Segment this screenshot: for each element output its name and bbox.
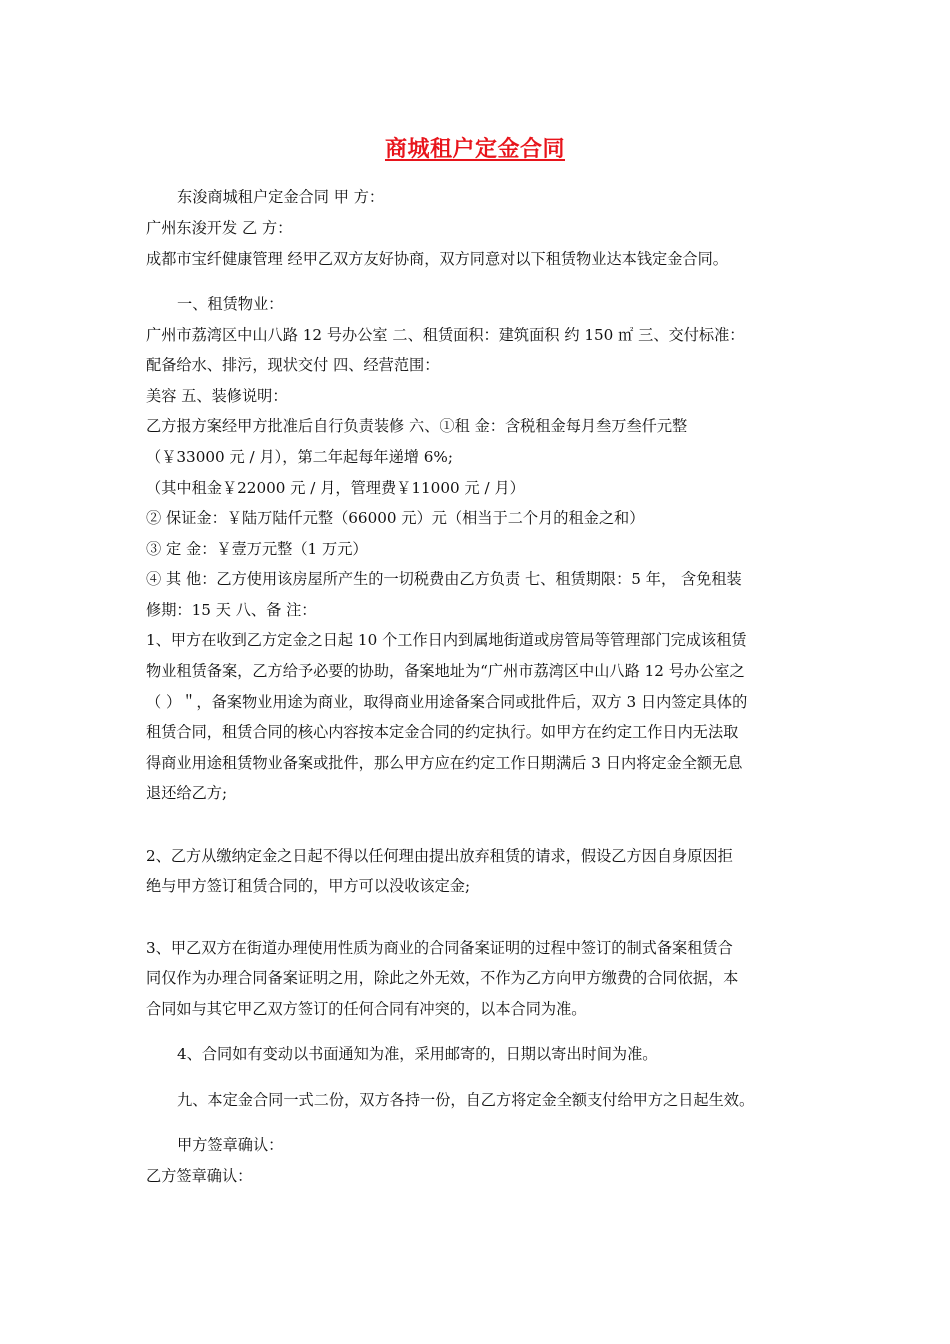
text-line: 广州市荔湾区中山八路 12 号办公室 二、租赁面积：建筑面积 约 150 ㎡ 三、交付标准： xyxy=(146,326,745,344)
text-line: 2、乙方从缴纳定金之日起不得以任何理由提出放弃租赁的请求，假设乙方因自身原因拒 xyxy=(146,847,733,865)
document-title: 商城租户定金合同 xyxy=(384,137,565,162)
text-line: 3、甲乙双方在街道办理使用性质为商业的合同备案证明的过程中签订的制式备案租赁合 xyxy=(146,939,733,957)
text-line: 得商业用途租赁物业备案或批件，那么甲方应在约定工作日期满后 3 日内将定金全额无息 xyxy=(146,754,743,772)
text-line: 租赁合同，租赁合同的核心内容按本定金合同的约定执行。如甲方在约定工作日内无法取 xyxy=(146,723,739,741)
text-line: 成都市宝纤健康管理 经甲乙双方友好协商，双方同意对以下租赁物业达本钱定金合同。 xyxy=(146,250,728,268)
text-line: （￥33000 元 / 月），第二年起每年递增 6%; xyxy=(146,448,453,466)
text-line: ③ 定 金：￥壹万元整（1 万元） xyxy=(146,540,368,558)
text-line: 乙方报方案经甲方批准后自行负责装修 六、①租 金：含税租金每月叁万叁仟元整 xyxy=(146,417,688,435)
text-line: 物业租赁备案，乙方给予必要的协助，备案地址为“广州市荔湾区中山八路 12 号办公室之 xyxy=(146,662,745,680)
text-line: ④ 其 他：乙方使用该房屋所产生的一切税费由乙方负责 七、租赁期限：5 年， 含免租装 xyxy=(146,570,742,588)
text-line: 修期：15 天 八、备 注： xyxy=(146,601,317,619)
text-line: 绝与甲方签订租赁合同的，甲方可以没收该定金; xyxy=(146,877,471,895)
text-line: 4、合同如有变动以书面通知为准，采用邮寄的，日期以寄出时间为准。 xyxy=(177,1045,658,1063)
text-line: 1、甲方在收到乙方定金之日起 10 个工作日内到属地街道或房管局等管理部门完成该租赁 xyxy=(146,631,747,649)
text-line: 一、租赁物业： xyxy=(177,295,284,313)
text-line: 退还给乙方; xyxy=(146,784,228,802)
text-line: 东浚商城租户定金合同 甲 方： xyxy=(177,188,385,206)
text-line: 合同如与其它甲乙双方签订的任何合同有冲突的，以本合同为准。 xyxy=(146,1000,587,1018)
text-line: 同仅作为办理合同备案证明之用，除此之外无效，不作为乙方向甲方缴费的合同依据，本 xyxy=(146,969,739,987)
text-line: 广州东浚开发 乙 方： xyxy=(146,219,293,237)
text-line: （ ）＂，备案物业用途为商业，取得商业用途备案合同或批件后，双方 3 日内签定具体的 xyxy=(146,693,748,711)
signature-label-party-a: 甲方签章确认： xyxy=(177,1136,284,1154)
text-line: 九、本定金合同一式二份，双方各持一份，自乙方将定金全额支付给甲方之日起生效。 xyxy=(177,1091,755,1109)
text-line: 配备给水、排污，现状交付 四、经营范围： xyxy=(146,356,440,374)
text-line: （其中租金￥22000 元 / 月，管理费￥11000 元 / 月） xyxy=(146,479,525,497)
text-line: 美容 五、装修说明： xyxy=(146,387,288,405)
text-line: ② 保证金：￥陆万陆仟元整（66000 元）元（相当于二个月的租金之和） xyxy=(146,509,645,527)
signature-label-party-b: 乙方签章确认： xyxy=(146,1167,253,1185)
